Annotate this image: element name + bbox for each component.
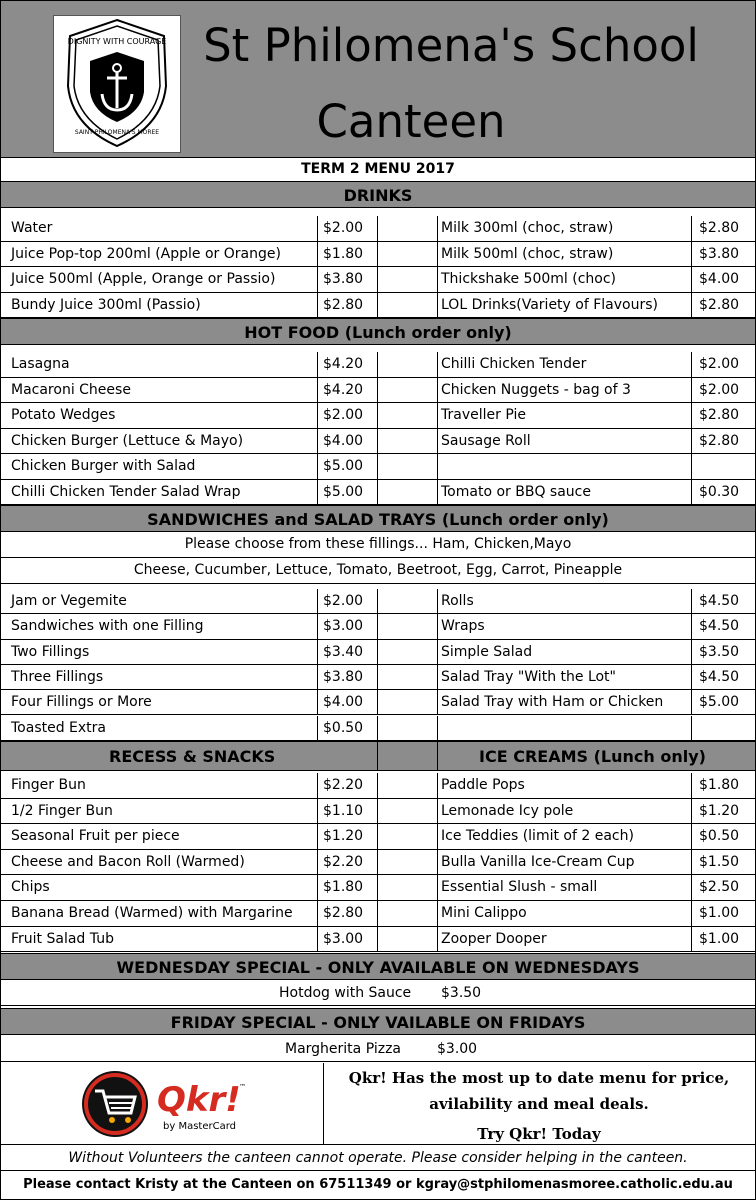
item-name: Salad Tray "With the Lot" [441,668,616,685]
menu-row [1,799,755,825]
item-price: $2.00 [323,220,364,236]
item-name: LOL Drinks(Variety of Flavours) [441,296,658,313]
item-name: Milk 300ml (choc, straw) [441,220,614,236]
qkr-trademark: ™ [239,1083,246,1091]
item-price: $3.80 [699,245,740,262]
item-price: $1.20 [323,828,364,845]
item-price: $4.00 [699,271,740,287]
menu-row [1,293,755,319]
item-name: Lasagna [11,356,70,372]
volunteers-note: Without Volunteers the canteen cannot operate. Please consider helping in the canteen. [1,1145,755,1171]
recess-ice-header [1,741,755,771]
friday-price: $3.00 [437,1041,478,1057]
item-name: Macaroni Cheese [11,381,131,398]
item-name: Sandwiches with one Filling [11,618,204,635]
qkr-logo [79,1067,259,1141]
item-price: $2.00 [699,381,740,398]
menu-row [1,875,755,901]
menu-row [1,429,755,455]
item-price: $2.80 [699,296,740,313]
menu-row [1,716,755,741]
item-price: $2.20 [323,777,364,793]
school-name-title: St Philomena's School [203,19,699,72]
item-price: $4.20 [323,381,364,398]
item-price: $1.50 [699,853,740,870]
item-name: Zooper Dooper [441,930,547,947]
item-price: $3.00 [323,930,364,947]
item-name: Sausage Roll [441,432,531,449]
menu-row [1,850,755,876]
item-name: Bulla Vanilla Ice-Cream Cup [441,853,635,870]
item-price: $4.50 [699,618,740,635]
item-name: Rolls [441,593,474,609]
menu-row [1,480,755,506]
term-heading: TERM 2 MENU 2017 [1,157,755,182]
item-name: Three Fillings [11,668,104,685]
item-price: $2.00 [699,356,740,372]
qkr-line-2: avilability and meal deals. [429,1095,649,1113]
friday-special-title: FRIDAY SPECIAL - ONLY VAILABLE ON FRIDAYS [1,1008,755,1035]
item-price: $5.00 [323,458,364,474]
item-price: $4.50 [699,593,740,609]
item-price: $2.80 [699,432,740,449]
item-name: Banana Bread (Warmed) with Margarine [11,905,293,921]
canteen-title: Canteen [316,95,506,148]
item-name: Tomato or BBQ sauce [441,483,591,500]
item-name: Chicken Nuggets - bag of 3 [441,381,631,398]
logo-motto-top: DIGNITY WITH COURAGE [67,37,167,46]
item-name: Mini Calippo [441,905,527,921]
menu-row [1,403,755,429]
item-price: $5.00 [323,483,364,500]
item-name: Lemonade Icy pole [441,802,574,819]
item-name: Chicken Burger with Salad [11,458,196,474]
qkr-logo-text: Qkr! [157,1080,241,1120]
friday-special-row [1,1036,755,1062]
menu-row [1,454,755,480]
contact-note: Please contact Kristy at the Canteen on 67511349 or kgray@stphilomenasmoree.catholic.edu.au [23,1177,733,1192]
item-price: $2.80 [699,220,740,236]
item-price: $1.00 [699,905,740,921]
item-name: Chilli Chicken Tender [441,356,587,372]
item-price: $3.00 [323,618,364,635]
item-name: Juice 500ml (Apple, Orange or Passio) [11,271,276,287]
fillings-line-2: Cheese, Cucumber, Lettuce, Tomato, Beetroot, Egg, Carrot, Pineapple [1,558,755,584]
drinks-section-title: DRINKS [1,181,755,208]
menu-row [1,216,755,242]
menu-row [1,824,755,850]
item-price: $1.00 [699,930,740,947]
item-price: $1.80 [323,879,364,896]
menu-row [1,242,755,268]
item-price: $5.00 [699,694,740,711]
item-price: $0.50 [699,828,740,845]
item-name: Four Fillings or More [11,694,152,711]
item-name: Essential Slush - small [441,879,598,896]
item-name: Thickshake 500ml (choc) [441,271,616,287]
qkr-logo-sub: by MasterCard [163,1121,236,1132]
item-name: Simple Salad [441,643,533,660]
ice-creams-section-title: ICE CREAMS (Lunch only) [479,747,706,766]
item-name: Juice Pop-top 200ml (Apple or Orange) [11,245,281,262]
item-name: Paddle Pops [441,777,525,793]
wednesday-price: $3.50 [441,985,482,1001]
item-name: Ice Teddies (limit of 2 each) [441,828,634,845]
fillings-line-1: Please choose from these fillings... Ham, Chicken,Mayo [1,532,755,558]
item-name: Potato Wedges [11,407,116,423]
item-price: $4.50 [699,668,740,685]
item-price: $3.40 [323,643,364,660]
menu-row [1,352,755,378]
qkr-line-1: Qkr! Has the most up to date menu for price, [348,1069,730,1087]
item-name: Bundy Juice 300ml (Passio) [11,296,201,313]
item-price: $0.50 [323,719,364,736]
school-crest-logo [53,15,181,153]
recess-section-title: RECESS & SNACKS [109,747,276,766]
sandwiches-section-title: SANDWICHES and SALAD TRAYS (Lunch order only) [1,505,755,532]
menu-row [1,773,755,799]
item-name: Toasted Extra [11,719,107,736]
menu-row [1,614,755,639]
item-price: $2.80 [323,905,364,921]
item-name: Cheese and Bacon Roll (Warmed) [11,853,245,870]
menu-row [1,378,755,404]
item-name: Chilli Chicken Tender Salad Wrap [11,483,241,500]
menu-row [1,267,755,293]
item-price: $3.80 [323,668,364,685]
item-name: Finger Bun [11,777,86,793]
menu-row [1,927,755,953]
item-price: $1.10 [323,802,364,819]
logo-motto-bottom: SAINT PHILOMENA'S MOREE [74,129,160,136]
item-name: Fruit Salad Tub [11,930,114,947]
item-price: $2.00 [323,407,364,423]
item-price: $1.80 [699,777,740,793]
item-price: $2.50 [699,879,740,896]
header-banner [1,1,755,158]
item-price: $3.50 [699,643,740,660]
item-name: 1/2 Finger Bun [11,802,113,819]
item-price: $2.00 [323,593,364,609]
item-name: Water [11,220,53,236]
menu-row [1,640,755,665]
menu-row [1,589,755,614]
item-price: $3.80 [323,271,364,287]
wednesday-item: Hotdog with Sauce [279,985,412,1001]
menu-row [1,665,755,690]
item-name: Wraps [441,618,485,635]
menu-row [1,901,755,927]
item-price: $2.20 [323,853,364,870]
item-price: $4.00 [323,694,364,711]
qkr-promo [1,1063,755,1145]
item-price: $0.30 [699,483,740,500]
qkr-line-3: Try Qkr! Today [477,1125,601,1143]
wednesday-special-title: WEDNESDAY SPECIAL - ONLY AVAILABLE ON WEDNESDAYS [1,953,755,980]
hot-food-section-title: HOT FOOD (Lunch order only) [1,318,755,345]
item-name: Traveller Pie [441,407,526,423]
item-name: Milk 500ml (choc, straw) [441,245,614,262]
item-name: Seasonal Fruit per piece [11,828,180,845]
item-price: $1.20 [699,802,740,819]
item-name: Jam or Vegemite [11,593,127,609]
item-price: $2.80 [323,296,364,313]
menu-row [1,690,755,715]
item-name: Chips [11,879,50,896]
item-name: Two Fillings [11,643,90,660]
item-price: $2.80 [699,407,740,423]
friday-item: Margherita Pizza [285,1041,402,1057]
wednesday-special-row [1,980,755,1006]
item-name: Salad Tray with Ham or Chicken [441,694,664,711]
item-price: $4.20 [323,356,364,372]
item-price: $4.00 [323,432,364,449]
item-price: $1.80 [323,245,364,262]
item-name: Chicken Burger (Lettuce & Mayo) [11,432,244,449]
